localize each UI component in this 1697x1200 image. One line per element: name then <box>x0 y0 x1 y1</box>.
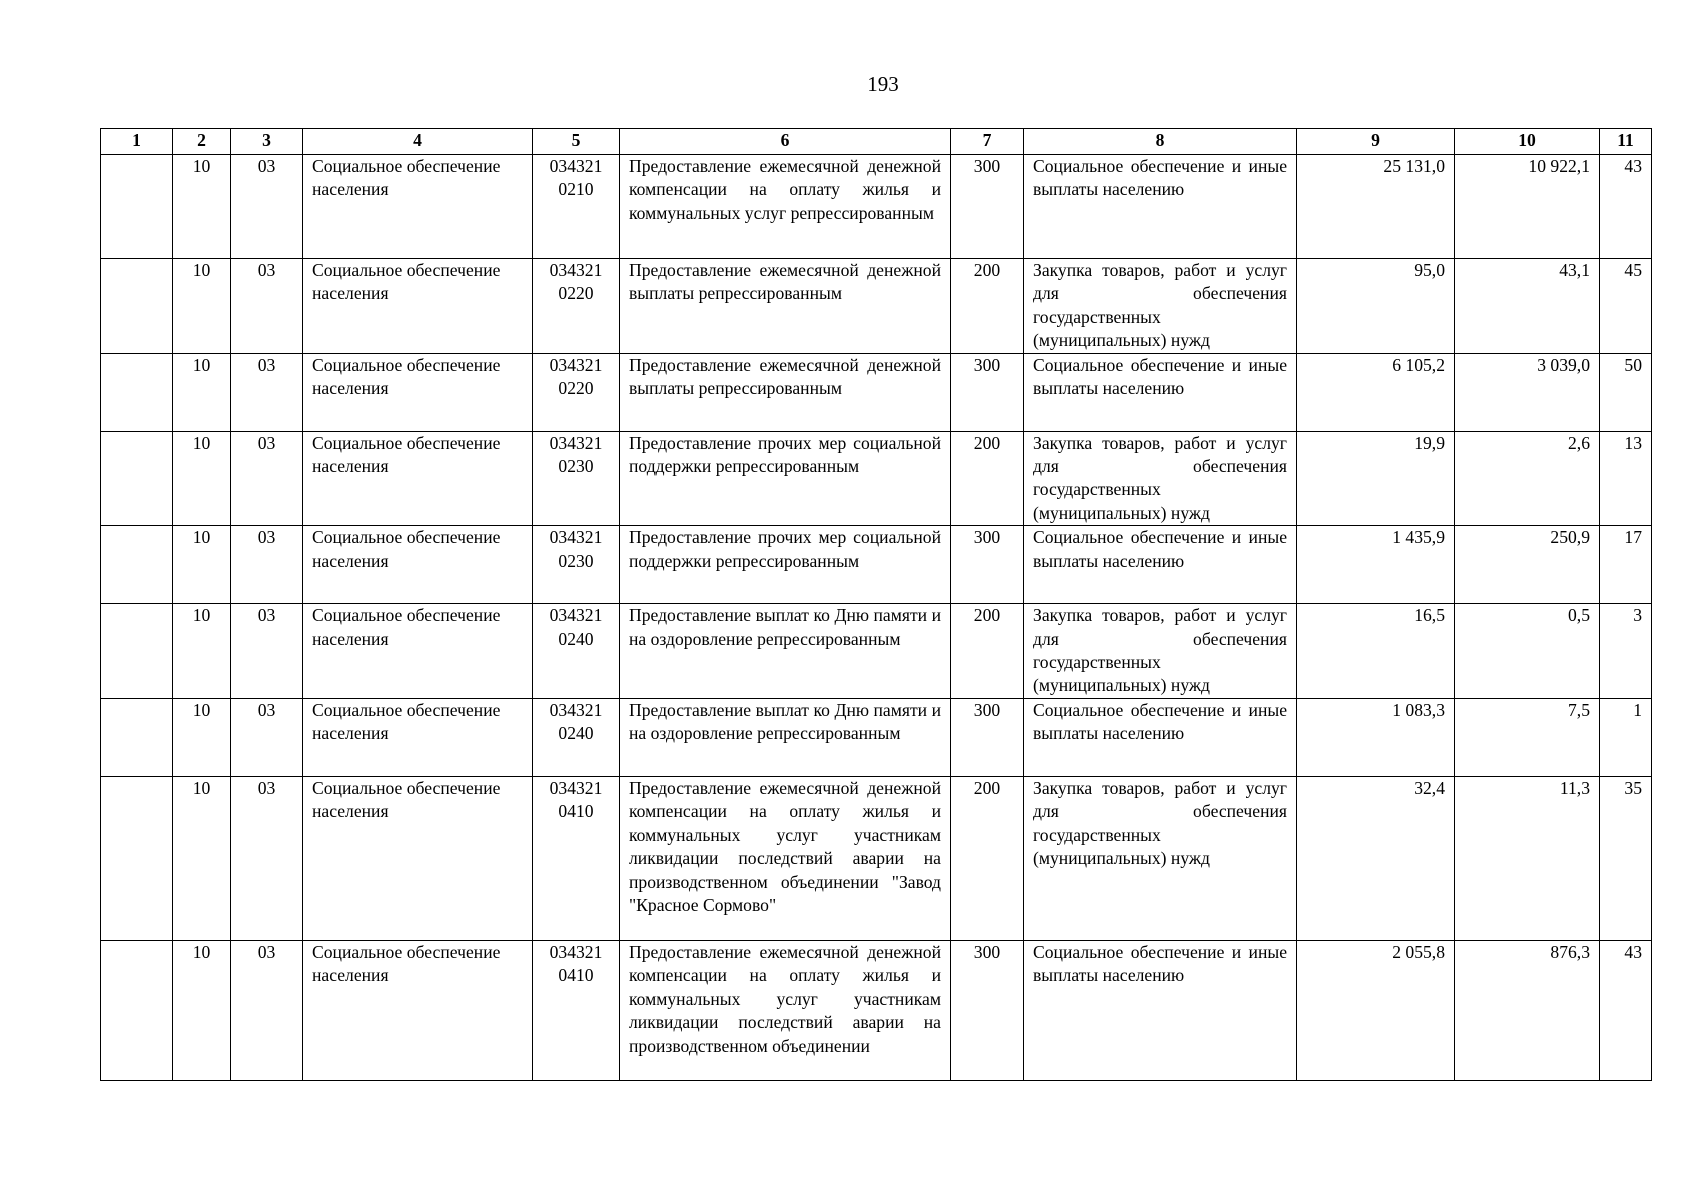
cell-amount-actual: 7,5 <box>1455 698 1600 776</box>
cell-subsection: 03 <box>231 604 303 699</box>
cell-percent: 1 <box>1600 698 1652 776</box>
column-header: 3 <box>231 129 303 155</box>
cell-section: 10 <box>173 155 231 259</box>
cell-expense-type-name: Социальное обеспечение и иные выплаты населению <box>1024 698 1297 776</box>
cell-section: 10 <box>173 776 231 940</box>
table-row <box>101 776 1652 940</box>
cell-section: 10 <box>173 431 231 526</box>
cell-percent: 3 <box>1600 604 1652 699</box>
cell-amount-actual: 0,5 <box>1455 604 1600 699</box>
column-header: 5 <box>533 129 620 155</box>
cell-amount-plan: 2 055,8 <box>1297 940 1455 1080</box>
cell-amount-plan: 16,5 <box>1297 604 1455 699</box>
cell-percent: 17 <box>1600 526 1652 604</box>
cell-amount-actual: 10 922,1 <box>1455 155 1600 259</box>
cell-section: 10 <box>173 940 231 1080</box>
cell-expense-type-code: 300 <box>951 698 1024 776</box>
cell-target-code: 034321 0410 <box>533 776 620 940</box>
cell-target-code: 034321 0220 <box>533 353 620 431</box>
cell-amount-plan: 25 131,0 <box>1297 155 1455 259</box>
cell-subsection: 03 <box>231 155 303 259</box>
cell-percent: 35 <box>1600 776 1652 940</box>
cell-expense-type-code: 200 <box>951 259 1024 354</box>
cell-target-name: Предоставление ежемесячной денежной компенсации на оплату жилья и коммунальных услуг участникам ликвидации последствий аварии на производственном объединении <box>620 940 951 1080</box>
cell-amount-actual: 2,6 <box>1455 431 1600 526</box>
column-header: 7 <box>951 129 1024 155</box>
cell-expense-type-name: Социальное обеспечение и иные выплаты населению <box>1024 526 1297 604</box>
cell-amount-actual: 11,3 <box>1455 776 1600 940</box>
cell-amount-actual: 3 039,0 <box>1455 353 1600 431</box>
cell-expense-type-name: Социальное обеспечение и иные выплаты населению <box>1024 353 1297 431</box>
cell-target-name: Предоставление выплат ко Дню памяти и на оздоровление репрессированным <box>620 604 951 699</box>
cell-subsection-name: Социальное обеспечение населения <box>303 353 533 431</box>
cell-target-code: 034321 0230 <box>533 431 620 526</box>
cell-expense-type-name: Закупка товаров, работ и услуг для обеспечения государственных (муниципальных) нужд <box>1024 259 1297 354</box>
column-header: 11 <box>1600 129 1652 155</box>
cell-subsection-name: Социальное обеспечение населения <box>303 431 533 526</box>
table-row <box>101 259 1652 354</box>
cell-target-name: Предоставление ежемесячной денежной компенсации на оплату жилья и коммунальных услуг участникам ликвидации последствий аварии на производственном объединении "Завод "Красное Сормово" <box>620 776 951 940</box>
cell-target-code: 034321 0230 <box>533 526 620 604</box>
cell-subsection-name: Социальное обеспечение населения <box>303 604 533 699</box>
cell-expense-type-name: Закупка товаров, работ и услуг для обеспечения государственных (муниципальных) нужд <box>1024 776 1297 940</box>
cell-expense-type-code: 200 <box>951 776 1024 940</box>
cell-subsection: 03 <box>231 353 303 431</box>
cell-amount-plan: 1 435,9 <box>1297 526 1455 604</box>
cell-percent: 43 <box>1600 155 1652 259</box>
cell-target-code: 034321 0240 <box>533 604 620 699</box>
cell-target-name: Предоставление прочих мер социальной поддержки репрессированным <box>620 431 951 526</box>
cell-amount-actual: 250,9 <box>1455 526 1600 604</box>
column-header: 10 <box>1455 129 1600 155</box>
cell-amount-plan: 19,9 <box>1297 431 1455 526</box>
cell-subsection-name: Социальное обеспечение населения <box>303 776 533 940</box>
cell-col1 <box>101 776 173 940</box>
column-header: 4 <box>303 129 533 155</box>
table-row <box>101 526 1652 604</box>
cell-target-code: 034321 0240 <box>533 698 620 776</box>
cell-expense-type-name: Социальное обеспечение и иные выплаты населению <box>1024 155 1297 259</box>
column-header: 8 <box>1024 129 1297 155</box>
cell-subsection-name: Социальное обеспечение населения <box>303 698 533 776</box>
cell-subsection: 03 <box>231 259 303 354</box>
cell-subsection-name: Социальное обеспечение населения <box>303 526 533 604</box>
cell-expense-type-name: Закупка товаров, работ и услуг для обеспечения государственных (муниципальных) нужд <box>1024 431 1297 526</box>
cell-section: 10 <box>173 698 231 776</box>
cell-percent: 43 <box>1600 940 1652 1080</box>
cell-section: 10 <box>173 526 231 604</box>
column-header: 2 <box>173 129 231 155</box>
cell-col1 <box>101 940 173 1080</box>
budget-table <box>100 128 1652 1081</box>
cell-target-name: Предоставление ежемесячной денежной компенсации на оплату жилья и коммунальных услуг репрессированным <box>620 155 951 259</box>
table-row <box>101 940 1652 1080</box>
column-header: 1 <box>101 129 173 155</box>
cell-target-code: 034321 0210 <box>533 155 620 259</box>
column-header: 9 <box>1297 129 1455 155</box>
cell-section: 10 <box>173 604 231 699</box>
cell-subsection: 03 <box>231 431 303 526</box>
cell-target-name: Предоставление ежемесячной денежной выплаты репрессированным <box>620 259 951 354</box>
table-row <box>101 698 1652 776</box>
cell-expense-type-code: 300 <box>951 526 1024 604</box>
header-row <box>101 129 1652 155</box>
cell-col1 <box>101 604 173 699</box>
cell-expense-type-code: 300 <box>951 353 1024 431</box>
cell-expense-type-code: 300 <box>951 155 1024 259</box>
cell-col1 <box>101 431 173 526</box>
cell-percent: 45 <box>1600 259 1652 354</box>
cell-subsection: 03 <box>231 940 303 1080</box>
cell-section: 10 <box>173 353 231 431</box>
cell-subsection: 03 <box>231 698 303 776</box>
cell-amount-actual: 876,3 <box>1455 940 1600 1080</box>
cell-target-name: Предоставление выплат ко Дню памяти и на оздоровление репрессированным <box>620 698 951 776</box>
cell-percent: 13 <box>1600 431 1652 526</box>
cell-col1 <box>101 698 173 776</box>
cell-target-code: 034321 0220 <box>533 259 620 354</box>
cell-subsection-name: Социальное обеспечение населения <box>303 259 533 354</box>
page-number: 193 <box>867 72 899 96</box>
cell-expense-type-name: Закупка товаров, работ и услуг для обеспечения государственных (муниципальных) нужд <box>1024 604 1297 699</box>
table-row <box>101 353 1652 431</box>
cell-percent: 50 <box>1600 353 1652 431</box>
cell-amount-plan: 95,0 <box>1297 259 1455 354</box>
cell-amount-actual: 43,1 <box>1455 259 1600 354</box>
cell-subsection-name: Социальное обеспечение населения <box>303 940 533 1080</box>
cell-amount-plan: 6 105,2 <box>1297 353 1455 431</box>
cell-col1 <box>101 155 173 259</box>
cell-col1 <box>101 259 173 354</box>
cell-amount-plan: 1 083,3 <box>1297 698 1455 776</box>
cell-subsection-name: Социальное обеспечение населения <box>303 155 533 259</box>
cell-expense-type-code: 200 <box>951 604 1024 699</box>
cell-target-name: Предоставление прочих мер социальной поддержки репрессированным <box>620 526 951 604</box>
table-row <box>101 431 1652 526</box>
cell-col1 <box>101 353 173 431</box>
cell-target-code: 034321 0410 <box>533 940 620 1080</box>
table-row <box>101 604 1652 699</box>
column-header: 6 <box>620 129 951 155</box>
cell-expense-type-code: 200 <box>951 431 1024 526</box>
cell-target-name: Предоставление ежемесячной денежной выплаты репрессированным <box>620 353 951 431</box>
cell-expense-type-name: Социальное обеспечение и иные выплаты населению <box>1024 940 1297 1080</box>
cell-expense-type-code: 300 <box>951 940 1024 1080</box>
cell-col1 <box>101 526 173 604</box>
cell-subsection: 03 <box>231 776 303 940</box>
cell-section: 10 <box>173 259 231 354</box>
table-row <box>101 155 1652 259</box>
cell-subsection: 03 <box>231 526 303 604</box>
cell-amount-plan: 32,4 <box>1297 776 1455 940</box>
